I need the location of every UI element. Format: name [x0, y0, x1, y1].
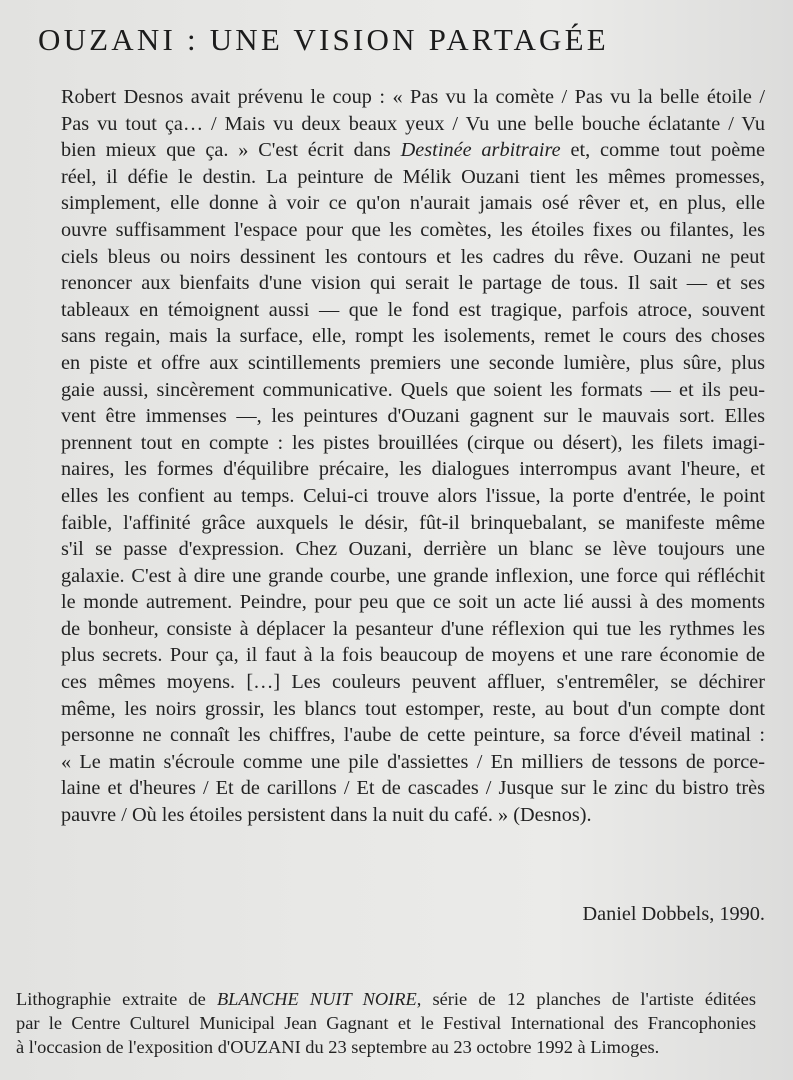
body-text: laine et d'heures / Et de carillons / Et de cascades / Jusque sur le zinc du bistro très — [61, 777, 765, 800]
body-line — [61, 510, 765, 537]
caption-line — [16, 1035, 756, 1059]
body-text: faible, l'affinité grâce auxquels le désir, fût-il brinquebalant, se manifeste même — [61, 511, 765, 534]
body-line — [61, 430, 765, 457]
body-text: Robert Desnos avait prévenu le coup : « Pas vu la comète / Pas vu la belle étoile / — [61, 86, 765, 108]
body-line — [61, 217, 765, 244]
body-line — [61, 802, 765, 829]
body-text: ces mêmes moyens. […] Les couleurs peuvent affluer, s'entremêler, se déchirer — [61, 671, 765, 694]
body-line — [61, 456, 765, 483]
body-text: gaie aussi, sincèrement communicative. Quels que soient les formats — et ils peu- — [61, 378, 765, 401]
body-line — [61, 297, 765, 324]
body-line — [61, 616, 765, 643]
caption-text: par le Centre Culturel Municipal Jean Gagnant et le Festival International des Francophonies — [16, 1013, 756, 1034]
body-text: naires, les formes d'équilibre précaire, les dialogues interrompus avant l'heure, et — [61, 458, 765, 481]
body-line — [61, 403, 765, 430]
body-text: ciels bleus ou noirs dessinent les contours et les cadres du rêve. Ouzani ne peut — [61, 245, 765, 268]
body-text: le monde autrement. Peindre, pour peu que ce soit un acte lié aussi à des moments — [61, 591, 765, 614]
body-line — [61, 483, 765, 510]
caption-italic-title: BLANCHE NUIT NOIRE — [216, 989, 417, 1009]
caption-line — [16, 1011, 756, 1035]
body-line — [61, 669, 765, 696]
caption-line — [16, 987, 756, 1011]
body-line — [61, 270, 765, 297]
body-line — [61, 722, 765, 749]
body-text: vent être immenses —, les peintures d'Ouzani gagnent sur le mauvais sort. Elles — [61, 405, 765, 428]
caption-text: Lithographie extraite de — [16, 989, 217, 1009]
body-line — [61, 536, 765, 563]
body-italic-title: Destinée arbitraire — [400, 139, 561, 162]
body-line — [61, 377, 765, 404]
body-line — [61, 696, 765, 723]
body-line — [61, 244, 765, 271]
body-line — [61, 749, 765, 776]
body-text: bien mieux que ça. » C'est écrit dans — [61, 139, 401, 162]
body-text: « Le matin s'écroule comme une pile d'assiettes / En milliers de tessons de porce- — [61, 750, 765, 773]
body-text: de bonheur, consiste à déplacer la pesanteur d'une réflexion qui tue les rythmes les — [61, 617, 765, 640]
body-text: renoncer aux bienfaits d'une vision qui serait le partage de tous. Il sait — et ses — [61, 272, 765, 295]
body-text: prennent tout en compte : les pistes brouillées (cirque ou désert), les filets imagi- — [61, 431, 765, 454]
body-text: et, comme tout poème — [560, 139, 766, 162]
document-title: OUZANI : UNE VISION PARTAGÉE — [38, 22, 609, 57]
body-line — [61, 164, 765, 191]
body-text: sans regain, mais la surface, elle, rompt les isolements, remet le cours des choses — [61, 325, 765, 348]
body-text: pauvre / Où les étoiles persistent dans la nuit du café. » (Desnos). — [61, 804, 592, 827]
caption-text: à l'occasion de l'exposition d'OUZANI du 23 septembre au 23 octobre 1992 à Limoges. — [16, 1037, 660, 1058]
body-text: réel, il défie le destin. La peinture de Mélik Ouzani tient les mêmes promesses, — [61, 165, 765, 188]
body-text: ouvre suffisamment l'espace pour que les comètes, les étoiles fixes ou filantes, les — [61, 218, 765, 241]
body-text: tableaux en témoignent aussi — que le fond est tragique, parfois atroce, souvent — [61, 298, 765, 321]
body-text: simplement, elle donne à voir ce qu'on n'aurait jamais osé rêver et, en plus, elle — [61, 192, 765, 215]
body-line — [61, 563, 765, 590]
body-line — [61, 323, 765, 350]
body-line — [61, 190, 765, 217]
body-line — [61, 589, 765, 616]
body-text: s'il se passe d'expression. Chez Ouzani, derrière un blanc se lève toujours une — [61, 538, 765, 561]
body-line — [61, 84, 765, 111]
lithography-caption — [16, 987, 756, 1060]
body-text: même, les noirs grossir, les blancs tout estomper, reste, au bout d'un compte dont — [61, 697, 765, 720]
body-text: en piste et offre aux scintillements premiers une seconde lumière, plus sûre, plus — [61, 351, 765, 374]
body-text: plus secrets. Pour ça, il faut à la fois beaucoup de moyens et une rare économie de — [61, 644, 765, 667]
body-line — [61, 642, 765, 669]
author-signature: Daniel Dobbels, 1990. — [582, 903, 765, 925]
caption-text: , série de 12 planches de l'artiste éditées — [416, 989, 756, 1009]
body-text: Pas vu tout ça… / Mais vu deux beaux yeux / Vu une belle bouche éclatante / Vu — [61, 112, 765, 135]
body-line — [61, 775, 765, 802]
body-line — [61, 350, 765, 377]
body-text: galaxie. C'est à dire une grande courbe, une grande inflexion, une force qui réfléchit — [61, 564, 765, 587]
body-line — [61, 111, 765, 138]
body-text: elles les confient au temps. Celui-ci trouve alors l'issue, la porte d'entrée, le point — [61, 484, 765, 507]
body-line — [61, 137, 765, 164]
body-text: personne ne connaît les chiffres, l'aube de cette peinture, sa force d'éveil matinal : — [61, 724, 765, 747]
article-body — [61, 84, 765, 829]
